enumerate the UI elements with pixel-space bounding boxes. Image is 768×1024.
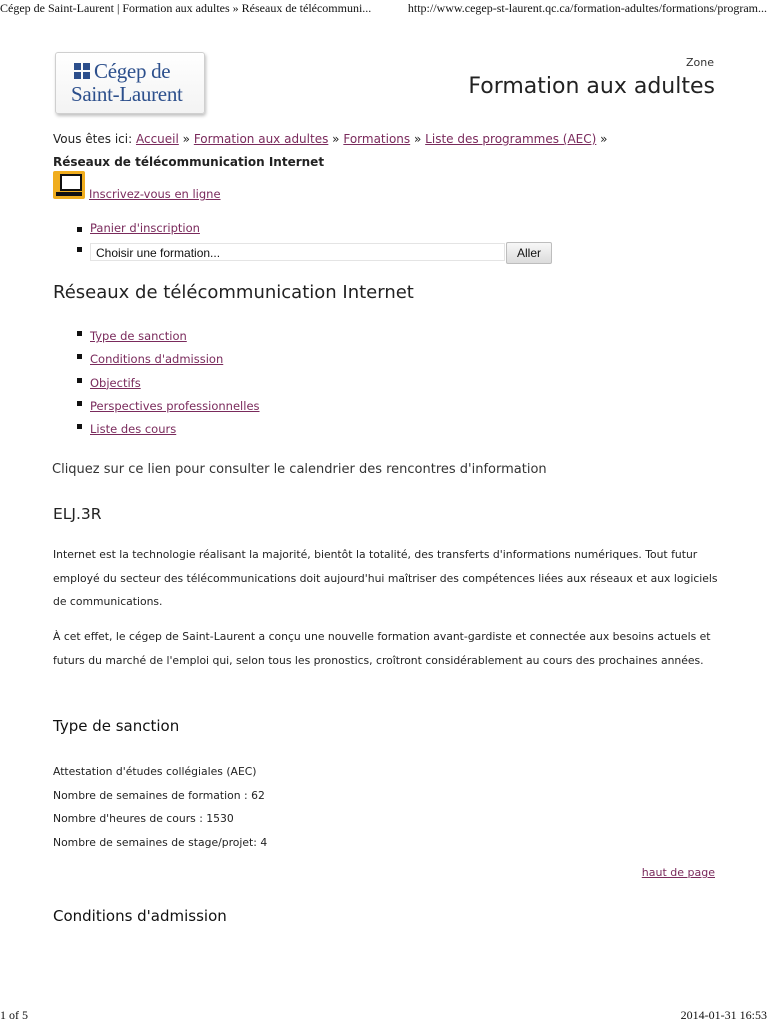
list-item: [75, 372, 260, 395]
breadcrumb-separator: »: [414, 132, 422, 146]
toc-link-career-prospects[interactable]: Perspectives professionnelles: [90, 398, 260, 413]
logo-line-1: Cégep de: [94, 59, 171, 83]
section-toc: [75, 325, 260, 441]
screen-shape: [60, 174, 82, 191]
computer-screen-icon[interactable]: [53, 171, 85, 199]
print-header: [0, 0, 768, 16]
back-to-top-link[interactable]: haut de page: [641, 866, 715, 879]
toc-link-objectives[interactable]: Objectifs: [90, 375, 141, 390]
breadcrumb-link-programs[interactable]: Formations: [343, 132, 411, 146]
program-code: ELJ.3R: [53, 505, 102, 523]
college-logo[interactable]: [55, 52, 205, 114]
logo-line-2: Saint-Laurent: [71, 82, 183, 106]
print-datetime: 2014-01-31 16:53: [680, 1008, 767, 1022]
breadcrumb-prefix: Vous êtes ici:: [53, 132, 133, 146]
sanction-details: [53, 760, 267, 854]
print-page-title: Cégep de Saint-Laurent | Formation aux adultes » Réseaux de télécommuni...: [0, 1, 372, 15]
print-page-url: http://www.cegep-st-laurent.qc.ca/formation-adultes/formations/program...: [407, 1, 767, 15]
breadcrumb-link-program-list[interactable]: Liste des programmes (AEC): [425, 132, 597, 146]
toc-link-admission[interactable]: Conditions d'admission: [90, 352, 224, 367]
print-footer: [0, 1006, 768, 1022]
list-item: [75, 418, 260, 441]
keyboard-shape: [56, 192, 82, 196]
breadcrumb-separator: »: [332, 132, 340, 146]
enrol-online-link[interactable]: Inscrivez-vous en ligne: [89, 187, 221, 201]
sanction-line: Nombre de semaines de formation : 62: [53, 788, 265, 802]
program-select[interactable]: Choisir une formation...: [90, 243, 505, 261]
info-calendar-link[interactable]: Cliquez sur ce lien pour consulter le calendrier des rencontres d'information: [52, 462, 547, 477]
breadcrumb: [53, 128, 653, 174]
breadcrumb-link-home[interactable]: Accueil: [135, 132, 179, 146]
list-item: [75, 395, 260, 418]
registration-cart-link[interactable]: Panier d'inscription: [90, 221, 200, 235]
section-heading-sanction: Type de sanction: [53, 717, 180, 735]
list-item: [75, 325, 260, 348]
breadcrumb-current: Réseaux de télécommunication Internet: [53, 155, 325, 169]
breadcrumb-link-adult-education[interactable]: Formation aux adultes: [193, 132, 329, 146]
go-button[interactable]: Aller: [506, 242, 552, 264]
list-item: [75, 221, 200, 235]
section-heading-admission: Conditions d'admission: [53, 907, 227, 925]
program-title: Réseaux de télécommunication Internet: [53, 282, 414, 303]
sanction-line: Nombre d'heures de cours : 1530: [53, 812, 234, 825]
list-item: [75, 348, 260, 371]
intro-paragraph-1: Internet est la technologie réalisant la majorité, bientôt la totalité, des transferts d'informations numériques. Tout futur employé du secteur des télécommunications doit aujourd'hui maîtriser des compétences liées aux réseaux et aux logiciels de communications.: [53, 548, 718, 608]
site-title: Formation aux adultes: [468, 74, 715, 99]
zone-label: Zone: [685, 56, 714, 69]
breadcrumb-separator: »: [182, 132, 190, 146]
toc-link-sanction[interactable]: Type de sanction: [90, 329, 187, 343]
logo-grid-icon: [74, 63, 90, 79]
sanction-line: Attestation d'études collégiales (AEC): [53, 765, 257, 778]
intro-paragraph-2: À cet effet, le cégep de Saint-Laurent a conçu une nouvelle formation avant-gardiste et connectée aux besoins actuels et futurs du marché de l'emploi qui, selon tous les pronostics, croîtront considérablement au cours des prochaines années.: [53, 630, 711, 667]
toc-link-course-list[interactable]: Liste des cours: [90, 422, 177, 437]
sanction-line: Nombre de semaines de stage/projet: 4: [53, 835, 268, 849]
breadcrumb-separator: »: [600, 132, 608, 146]
print-page-number: 1 of 5: [0, 1008, 28, 1022]
